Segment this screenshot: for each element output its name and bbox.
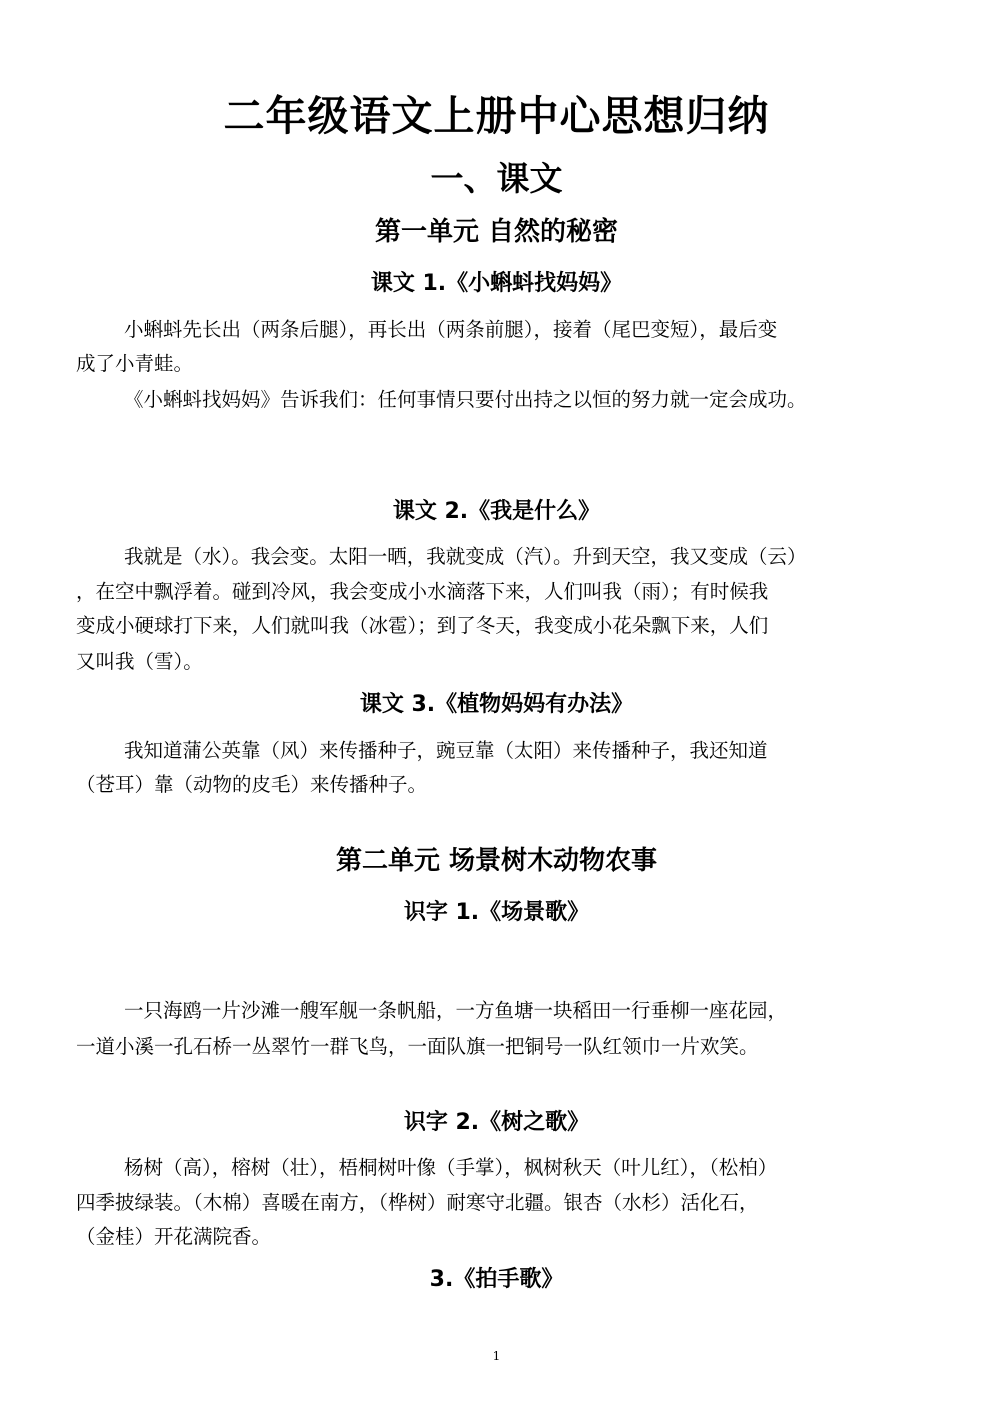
lesson-title: 课文 3.《植物妈妈有办法》	[359, 692, 634, 717]
body-line: 成了小青蛙。	[76, 352, 194, 375]
document-title: 二年级语文上册中心思想归纳	[223, 92, 770, 140]
body-line: 一道小溪一孔石桥一丛翠竹一群飞鸟，一面队旗一把铜号一队红领巾一片欢笑。	[76, 1035, 759, 1058]
body-line: 《小蝌蚪找妈妈》告诉我们：任何事情只要付出持之以恒的努力就一定会成功。	[124, 388, 807, 411]
unit-title-1: 第一单元 自然的秘密	[374, 217, 619, 247]
page-number: 1	[492, 1349, 501, 1363]
body-line: 又叫我（雪）。	[76, 650, 203, 673]
lesson-title: 课文 2.《我是什么》	[392, 499, 601, 524]
body-line: 我知道蒲公英靠（风）来传播种子，豌豆靠（太阳）来传播种子，我还知道	[124, 739, 768, 762]
body-line: 杨树（高），榕树（壮），梧桐树叶像（手掌），枫树秋天（叶儿红），（松柏）	[124, 1156, 778, 1179]
body-line: ，在空中飘浮着。碰到冷风，我会变成小水滴落下来，人们叫我（雨）；有时候我	[76, 580, 769, 603]
body-line: （金桂）开花满院香。	[76, 1225, 272, 1248]
body-line: 小蝌蚪先长出（两条后腿），再长出（两条前腿），接着（尾巴变短），最后变	[124, 318, 778, 341]
lesson-title: 课文 1.《小蝌蚪找妈妈》	[370, 271, 623, 296]
body-line: （苍耳）靠（动物的皮毛）来传播种子。	[76, 773, 428, 796]
unit-title-2: 第二单元 场景树木动物农事	[335, 846, 658, 876]
lesson-title: 识字 2.《树之歌》	[403, 1110, 590, 1135]
body-line: 我就是（水）。我会变。太阳一晒，我就变成（汽）。升到天空，我又变成（云）	[124, 545, 807, 568]
body-line: 四季披绿装。（木棉）喜暖在南方，（桦树）耐寒守北疆。银杏（水杉）活化石，	[76, 1191, 759, 1214]
body-line: 变成小硬球打下来，人们就叫我（冰雹）；到了冬天，我变成小花朵飘下来，人们	[76, 614, 769, 637]
lesson-title: 3.《拍手歌》	[429, 1267, 564, 1292]
body-line: 一只海鸥一片沙滩一艘军舰一条帆船，一方鱼塘一块稻田一行垂柳一座花园，	[124, 999, 788, 1022]
section-title: 一、课文	[430, 159, 563, 198]
lesson-title: 识字 1.《场景歌》	[403, 900, 590, 925]
